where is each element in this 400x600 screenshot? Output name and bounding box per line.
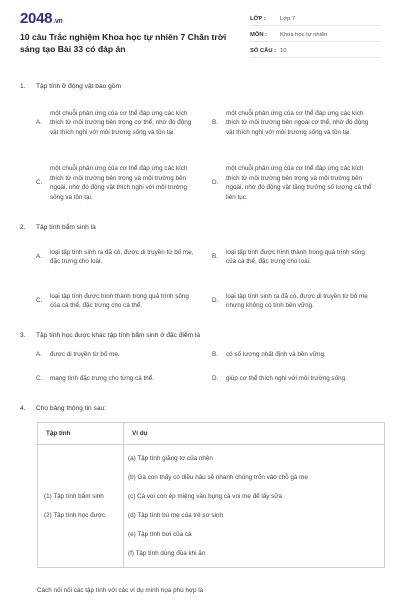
site-logo[interactable] <box>20 10 62 27</box>
option-letter: A. <box>36 119 42 127</box>
behavior-type: (1) Tập tính bẩm sinh <box>44 493 104 500</box>
option-d[interactable] <box>212 158 376 208</box>
example-item: (e) Tập tính bơi của cá <box>128 531 192 538</box>
meta-value: Khoa học tự nhiên <box>280 31 328 38</box>
question-1 <box>20 82 385 201</box>
option-letter: A. <box>36 253 42 261</box>
option-text: mang tính đặc trưng cho từng cá thể. <box>50 375 154 383</box>
example-item: (d) Tập tính bú mẹ của trẻ sơ sinh <box>128 512 224 519</box>
info-table <box>37 422 385 568</box>
option-text: loại tập tính được hình thành trong quá trình sống của cá thể, đặc trưng cho cá thể. <box>50 292 189 309</box>
behavior-type: (2) Tập tính học được <box>44 512 106 519</box>
option-letter: B. <box>212 253 218 261</box>
logo-main: 2048 <box>20 10 53 27</box>
option-text: một chuỗi phản ứng của cơ thể đáp ứng các kích thích từ môi trường bên trong và môi trường bên ngoài, nhờ đó động vật tăng trưởng số lượng cá thể liên tục. <box>226 165 372 201</box>
question-4 <box>20 404 385 413</box>
option-text: loại tập tính sinh ra đã có, được di truyền từ bố mẹ nhưng không có tính bền vững. <box>226 292 368 309</box>
option-text: một chuỗi phản ứng của cơ thể đáp ứng các kích thích từ môi trường bên ngoài cơ thể, nhờ đó động vật thích nghi với môi trường sống và tồn tại. <box>226 109 369 136</box>
option-text: một chuỗi phản ứng của cơ thể đáp ứng các kích thích từ môi trường bên trong và môi trường bên ngoài, nhờ đó động vật thích nghi với môi trường sống và tồn tại. <box>50 165 188 201</box>
option-letter: D. <box>212 297 219 305</box>
option-c[interactable] <box>36 158 200 208</box>
meta-key: LỚP : <box>250 15 266 22</box>
option-letter: C. <box>36 179 43 187</box>
option-text: được di truyền từ bố mẹ. <box>50 351 120 359</box>
example-item: (c) Cá voi con ép miệng vào bụng cá voi mẹ để lấy sữa <box>128 493 283 500</box>
question-header <box>20 223 385 232</box>
question-header <box>20 331 385 340</box>
meta-row-subject <box>250 28 380 42</box>
option-letter: C. <box>36 297 43 305</box>
table-header-cell: Tập tính <box>38 423 124 445</box>
meta-key: MÔN : <box>250 31 268 38</box>
meta-value: Lớp 7 <box>280 15 296 22</box>
question-text: Tập tính bẩm sinh là <box>36 224 96 231</box>
question-3 <box>20 331 385 383</box>
question-text: Tập tính ở động vật bao gồm <box>36 83 121 90</box>
meta-info-box <box>250 12 380 58</box>
question-header <box>20 82 385 91</box>
option-c[interactable] <box>36 373 200 385</box>
option-letter: A. <box>36 351 42 359</box>
option-b[interactable] <box>212 98 376 148</box>
meta-row-count <box>250 44 380 58</box>
option-text: giúp cơ thể thích nghi với môi trường sống. <box>226 375 347 383</box>
option-letter: C. <box>36 375 43 383</box>
table-header-row <box>38 423 385 445</box>
table-header-cell: Ví dụ <box>124 423 385 445</box>
behavior-types-cell <box>38 445 124 568</box>
option-d[interactable] <box>212 281 376 321</box>
question-text: Cho bảng thông tin sau: <box>36 405 107 412</box>
option-text: loại tập tính được hình thành trong quá trình sống của cá thể, đặc trưng cho loài. <box>226 248 365 265</box>
header <box>0 0 400 74</box>
question-number: 1. <box>20 83 26 90</box>
question-text: Tập tính học được khác tập tính bẩm sinh ở đặc điểm là <box>36 332 201 339</box>
meta-row-class <box>250 12 380 26</box>
example-item: (b) Gà con thấy có diều hâu sẽ nhanh chóng trốn vào chỗ gà mẹ <box>128 474 308 481</box>
example-item: (a) Tập tính giăng tơ của nhện <box>128 455 213 462</box>
option-text: loại tập tính sinh ra đã có, được di truyền từ bố mẹ, đặc trưng cho loài. <box>50 248 194 265</box>
option-a[interactable] <box>36 237 200 277</box>
option-letter: B. <box>212 119 218 127</box>
option-b[interactable] <box>212 349 386 361</box>
table-row <box>38 445 385 568</box>
meta-key: SỐ CÂU : <box>250 47 277 54</box>
option-d[interactable] <box>212 373 386 385</box>
option-letter: D. <box>212 375 219 383</box>
question-number: 3. <box>20 332 26 339</box>
option-text: một chuỗi phản ứng của cơ thể đáp ứng các kích thích từ môi trường bên trong cơ thể, nhờ đó động vật thích nghi với môi trường sống và tồn tại. <box>50 109 192 136</box>
option-letter: D. <box>212 179 219 187</box>
logo-sub: .vn <box>53 18 63 25</box>
example-item: (f) Tập tính dùng đũa khi ăn <box>128 550 206 557</box>
examples-cell <box>124 445 385 568</box>
question-number: 4. <box>20 405 26 412</box>
question-header <box>20 404 385 413</box>
page-title: 10 câu Trắc nghiệm Khoa học tự nhiên 7 Chân trời sáng tạo Bài 33 có đáp án <box>20 32 227 54</box>
question-number: 2. <box>20 224 26 231</box>
option-a[interactable] <box>36 349 200 361</box>
option-letter: B. <box>212 351 218 359</box>
option-text: có số lượng nhất định và bền vững. <box>226 351 326 359</box>
question-2 <box>20 223 385 309</box>
option-a[interactable] <box>36 98 200 148</box>
meta-value: 10 <box>280 47 287 54</box>
question-4-prompt: Cách nối nối các tập tính với các ví dụ minh họa phù hợp là <box>37 587 204 594</box>
option-b[interactable] <box>212 237 376 277</box>
option-c[interactable] <box>36 281 200 321</box>
